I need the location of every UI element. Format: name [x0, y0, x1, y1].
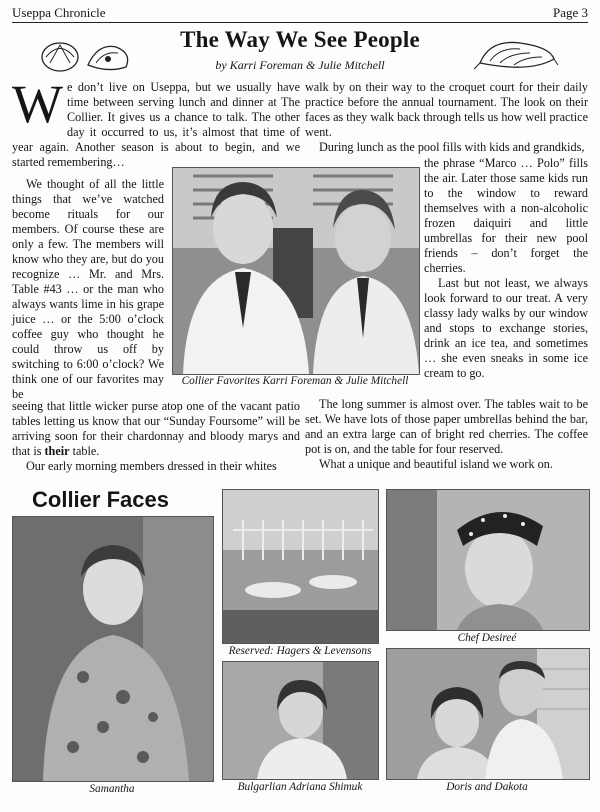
page-header: [12, 4, 588, 23]
paragraph: What a unique and beautiful island we work on.: [319, 457, 553, 471]
article-col2-top: [305, 80, 588, 155]
paragraph: Our early morning members dressed in their whites: [26, 459, 277, 473]
article-byline: by Karri Foreman & Julie Mitchell: [215, 58, 385, 72]
page-number: Page 3: [552, 5, 588, 20]
article-headline: The Way We See People: [180, 27, 420, 52]
publication-name: Useppa Chronicle: [12, 5, 106, 20]
chef-desiree-caption: Chef Desireé: [457, 632, 517, 644]
right-shell-illustration: [470, 33, 560, 77]
samantha-photo: [12, 516, 214, 782]
article-col1-narrow: [12, 177, 164, 402]
paragraph: walk by on their way to the croquet court for their daily practice before the annual tournament. The look on their faces as they walk back through tells us how well practice went.: [305, 80, 588, 139]
main-photo: [172, 167, 420, 375]
chef-desiree-photo: [386, 489, 590, 631]
adriana-photo: [222, 661, 379, 780]
samantha-caption: Samantha: [89, 783, 135, 795]
doris-dakota-caption: Doris and Dakota: [446, 781, 528, 793]
article-col1-bottom: [12, 399, 300, 474]
left-shell-illustration: [38, 35, 138, 77]
article-col2-bottom: [305, 397, 588, 472]
reserved-caption: Reserved: Hagers & Levensons: [228, 645, 372, 657]
reserved-tables-photo: [222, 489, 379, 644]
paragraph: Last but not least, we always look forward to our treat. A very classy lady walks by our window and stops to exchange stories, drink an ice tea, and sometimes … she even sneaks in some ice cream to go.: [424, 276, 588, 380]
paragraph: the phrase “Marco … Polo” fills the air. Later those same kids run to the window to reward themselves with a non-alcoholic frozen daiquiri and little umbrellas for their new pool friends – don’t forget the cherries.: [424, 156, 588, 275]
paragraph: We thought of all the little things that we’ve watched become rituals for our members. Of course these are only a few. The members will know who they are, but do you recognize … Mr. and Mrs. Table #43 … or the man who always wants lime in his grape juice … or the 5:00 o’clock coffee guy who thought he could throw us off by switching to 6:00 o’clock? We think one of our favorites may be: [12, 177, 164, 401]
collier-faces-title: Collier Faces: [32, 487, 169, 512]
article-col2-narrow: [424, 156, 588, 381]
doris-dakota-photo: [386, 648, 590, 780]
main-photo-caption: Collier Favorites Karri Foreman & Julie Mitchell: [181, 375, 409, 387]
paragraph: During lunch as the pool fills with kids and grandkids,: [319, 140, 585, 154]
adriana-caption: Bulgarlian Adriana Shimuk: [237, 781, 363, 793]
paragraph: The long summer is almost over. The tables wait to be set. We have lots of those paper umbrellas behind the bar, and an extra large can of bright red cherries. The coffee pot is on, and the table for four reserved.: [305, 397, 588, 456]
article-col1-top: [12, 74, 300, 170]
paragraph: We don’t live on Useppa, but we usually have time between serving lunch and dinner at The Collier. It gives us a chance to talk. The other day it occurred to us, it’s almost that time of year again. Another season is about to begin, and we started remembering…: [12, 74, 300, 169]
paragraph: seeing that little wicker purse atop one of the vacant patio tables letting us know that our “Sunday Foursome” will be arriving soon for their chardonnay and bloody marys and that is their table.: [12, 399, 300, 458]
drop-cap: W: [12, 74, 63, 134]
